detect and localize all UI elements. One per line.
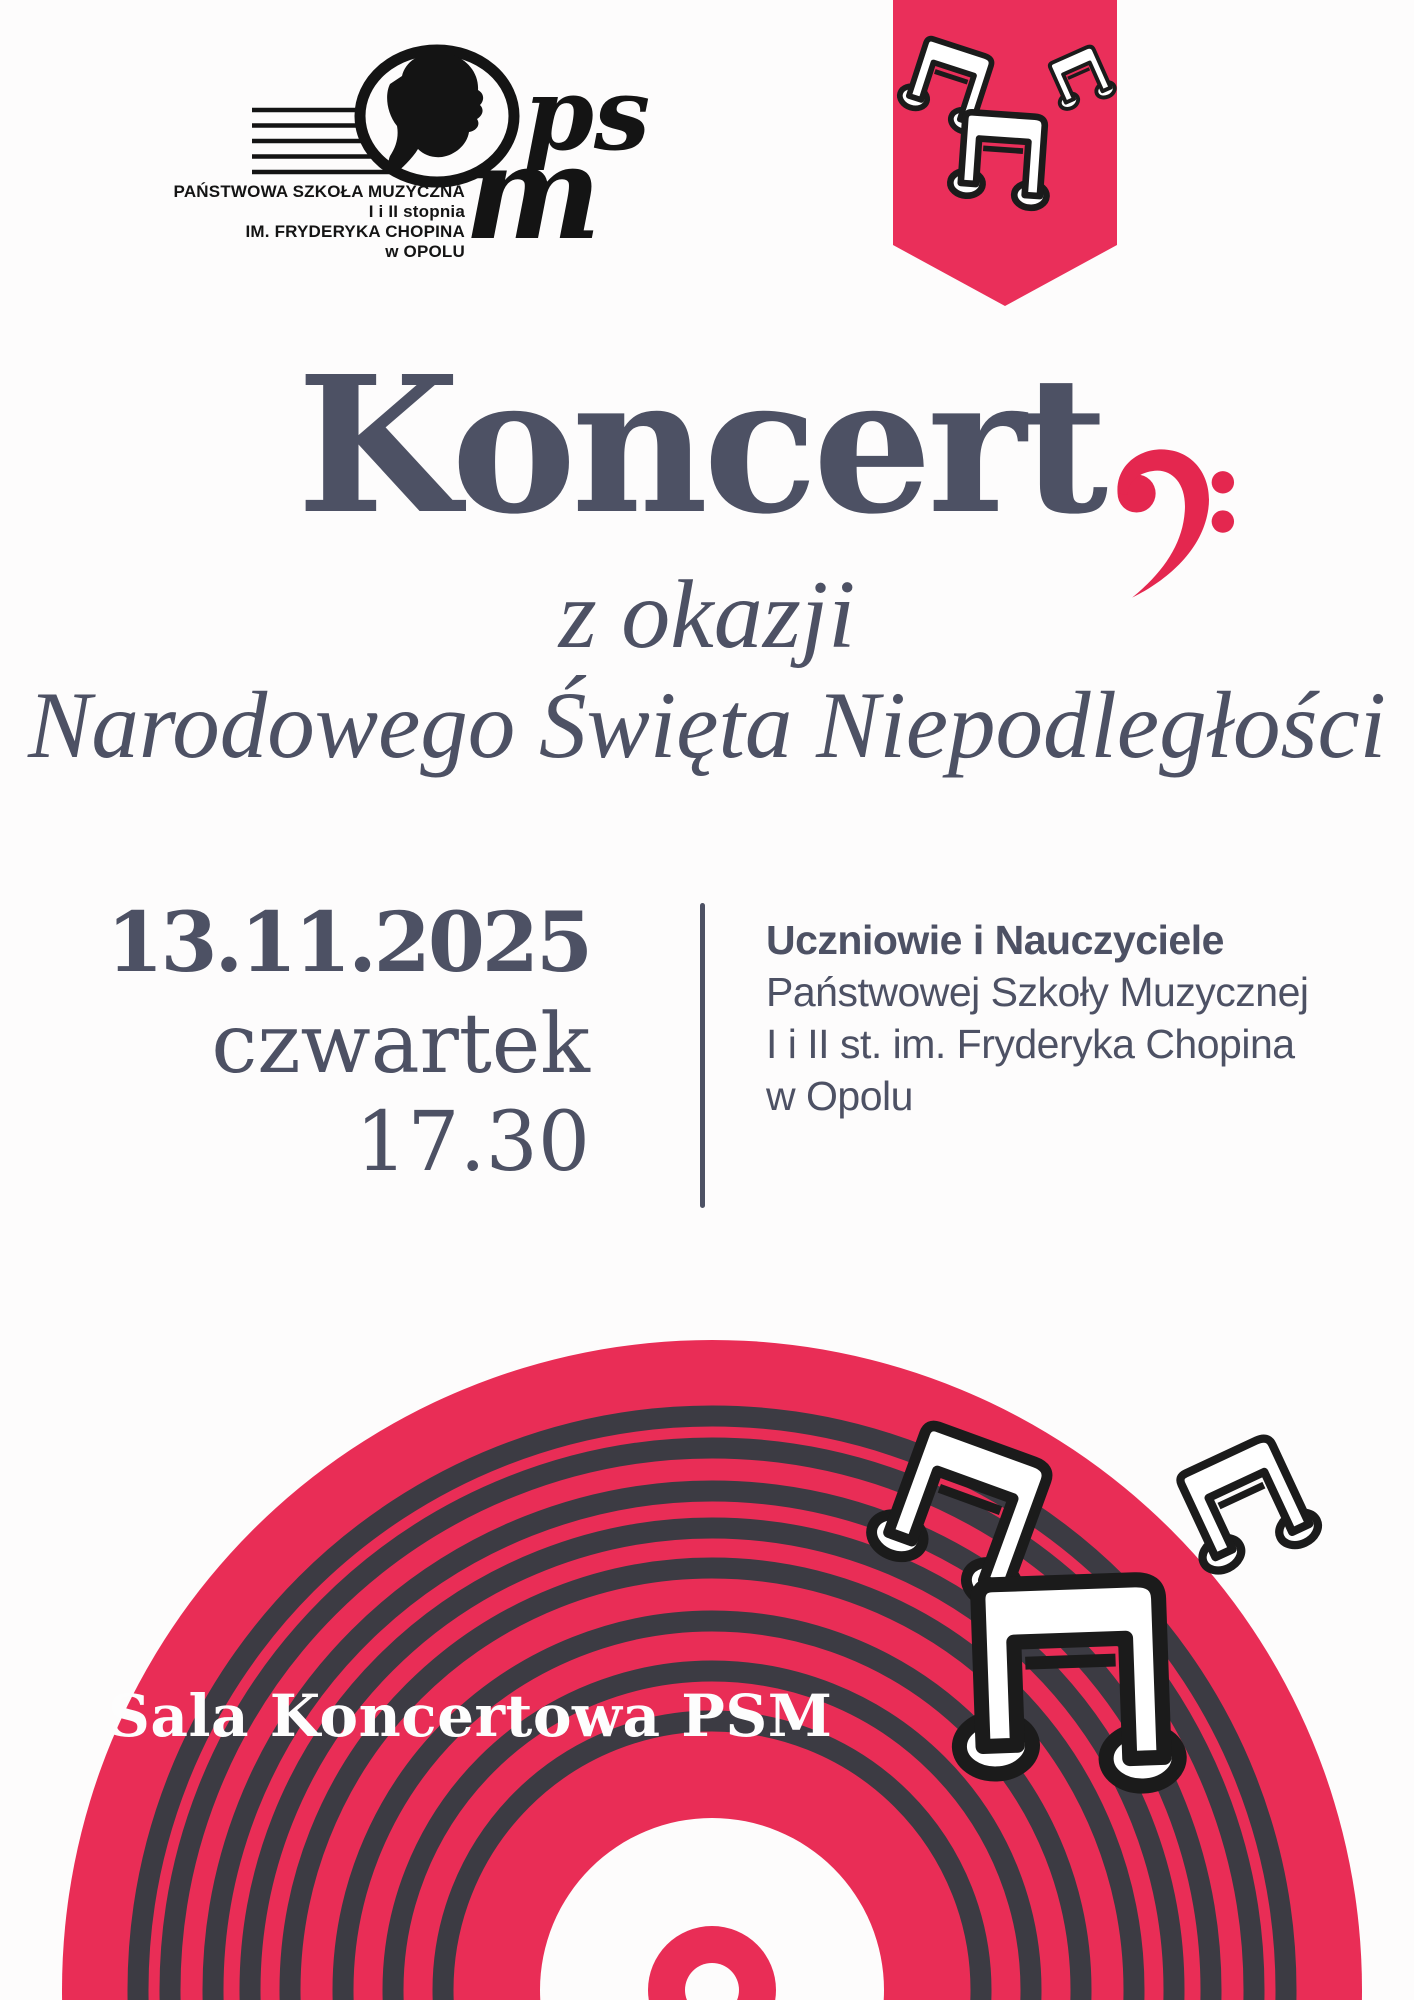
subtitle-holiday-name: Narodowego Święta Niepodległości bbox=[27, 672, 1387, 778]
school-name-line: w OPOLU bbox=[385, 242, 465, 261]
school-name-line: I i II stopnia bbox=[368, 202, 465, 221]
performers-block bbox=[766, 914, 1366, 1122]
event-time: 17.30 bbox=[355, 1095, 590, 1190]
vertical-divider bbox=[700, 903, 705, 1208]
pennant-banner-icon bbox=[893, 0, 1117, 306]
performers-heading: Uczniowie i Nauczyciele bbox=[766, 917, 1224, 963]
performers-line: w Opolu bbox=[766, 1073, 913, 1119]
school-name-line: IM. FRYDERYKA CHOPINA bbox=[245, 222, 465, 241]
event-datetime-block bbox=[106, 890, 590, 1192]
performers-line: Państwowej Szkoły Muzycznej bbox=[766, 969, 1309, 1015]
venue-label: Sala Koncertowa PSM bbox=[108, 1682, 833, 1750]
subtitle-occasion: z okazji bbox=[558, 561, 856, 669]
logo-monogram-ps: ps bbox=[524, 55, 651, 173]
school-name-line: PAŃSTWOWA SZKOŁA MUZYCZNA bbox=[173, 182, 465, 201]
poster-title: Koncert bbox=[296, 335, 1104, 556]
performers-line: I i II st. im. Fryderyka Chopina bbox=[766, 1021, 1295, 1067]
school-name-block bbox=[145, 182, 465, 262]
event-day: czwartek bbox=[211, 997, 590, 1092]
logo-monogram-m: m bbox=[464, 116, 602, 269]
event-date: 13.11.2025 bbox=[106, 895, 590, 991]
